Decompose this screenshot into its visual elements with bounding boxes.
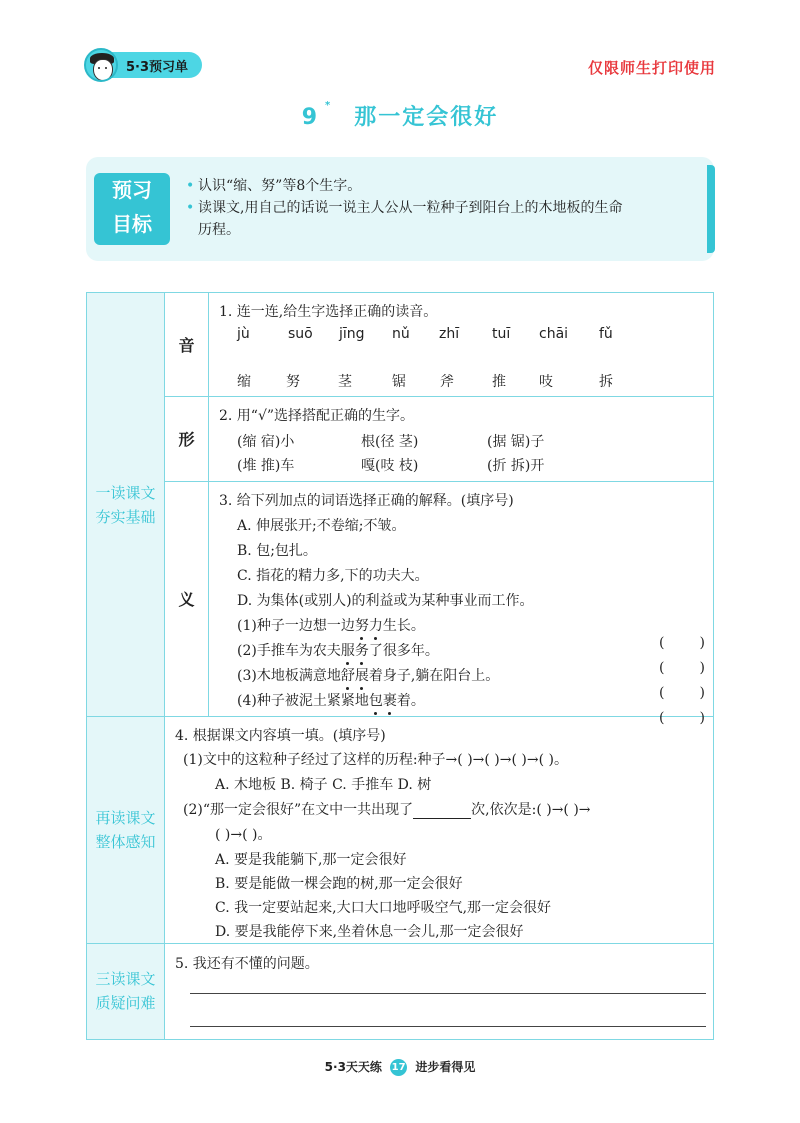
q1-pinyin[interactable]: zhī: [439, 326, 460, 342]
sub-label-form: 形: [165, 396, 209, 481]
q3-item: (4)种子被泥土紧紧地包裹着。 ( ): [237, 690, 713, 710]
exercise-table: [86, 292, 714, 1040]
q4-option: B. 要是能做一棵会跑的树,那一定会很好: [215, 876, 463, 892]
q2-option[interactable]: (折 拆)开: [487, 458, 545, 474]
q2-option[interactable]: (缩 宿)小: [237, 434, 295, 450]
q3-prompt: 3. 给下列加点的词语选择正确的解释。(填序号): [219, 493, 514, 509]
q4-part2-cont[interactable]: ( )→( )。: [215, 827, 272, 843]
q1-char[interactable]: 拆: [599, 374, 613, 390]
answer-blank[interactable]: ( ): [659, 685, 705, 701]
q3-option: C. 指花的精力多,下的功夫大。: [237, 568, 429, 584]
footer: [0, 1058, 800, 1076]
q1-char[interactable]: 锯: [392, 374, 406, 390]
q3-option: D. 为集体(或别人)的利益或为某种事业而工作。: [237, 593, 534, 609]
q4-prompt: 4. 根据课文内容填一填。(填序号): [175, 728, 386, 744]
answer-line[interactable]: [190, 1026, 706, 1027]
q2-option[interactable]: 根(径 茎): [361, 434, 419, 450]
q5-prompt: 5. 我还有不懂的问题。: [175, 956, 319, 972]
q1-pinyin[interactable]: nǔ: [392, 326, 410, 342]
section-label-second-reading: 再读课文 整体感知: [87, 716, 165, 943]
q1-prompt: 1. 连一连,给生字选择正确的读音。: [219, 304, 438, 320]
q2-option[interactable]: (据 锯)子: [487, 434, 545, 450]
q4-part2[interactable]: (2)“那一定会很好”在文中一共出现了 次,依次是:( )→( )→: [183, 802, 591, 818]
q1-char[interactable]: 推: [492, 374, 506, 390]
q3-item: (3)木地板满意地舒展着身子,躺在阳台上。 ( ): [237, 665, 713, 685]
dotted-word: 包裹: [369, 693, 397, 709]
section-label-third-reading: 三读课文 质疑问难: [87, 943, 165, 1039]
goals-label: 预习 目标: [94, 173, 170, 245]
answer-blank[interactable]: ( ): [659, 710, 705, 726]
divider: [165, 396, 713, 397]
q1-pinyin[interactable]: jīng: [339, 326, 365, 342]
q1-pinyin[interactable]: chāi: [539, 326, 569, 342]
answer-blank[interactable]: ( ): [659, 635, 705, 651]
footer-right: 进步看得见: [415, 1060, 476, 1074]
q1-char[interactable]: 努: [286, 374, 300, 390]
divider: [165, 481, 713, 482]
goals-list: [186, 175, 692, 241]
q1-pinyin[interactable]: fǔ: [599, 326, 613, 342]
answer-blank[interactable]: ( ): [659, 660, 705, 676]
q4-option: A. 要是我能躺下,那一定会很好: [215, 852, 407, 868]
page-title: [0, 100, 800, 131]
footer-left: 5·3天天练: [324, 1060, 382, 1074]
q1-char[interactable]: 缩: [237, 374, 251, 390]
goals-accent-strip: [707, 165, 715, 253]
mascot-avatar-icon: [84, 48, 118, 82]
q4-option: C. 我一定要站起来,大口大口地呼吸空气,那一定会很好: [215, 900, 552, 916]
q3-option: A. 伸展张开;不卷缩;不皱。: [237, 518, 406, 534]
q1-pinyin[interactable]: jù: [237, 326, 250, 342]
q1-pinyin[interactable]: tuī: [492, 326, 511, 342]
lesson-title: 那一定会很好: [354, 105, 499, 130]
preview-goals-box: [86, 157, 714, 261]
q1-pinyin[interactable]: suō: [288, 326, 313, 342]
sub-label-meaning: 义: [165, 481, 209, 716]
q1-char[interactable]: 茎: [338, 374, 352, 390]
goal-item: • 读课文,用自己的话说一说主人公从一粒种子到阳台上的木地板的生命: [186, 200, 623, 216]
divider: [87, 943, 713, 944]
q3-item: (1)种子一边想一边努力生长。 ( ): [237, 615, 713, 635]
dotted-word: 服务: [341, 643, 369, 659]
q4-option: D. 要是我能停下来,坐着休息一会儿,那一定会很好: [215, 924, 524, 940]
q3-option: B. 包;包扎。: [237, 543, 317, 559]
header-badge: [84, 48, 202, 82]
series-badge: 5·3预习单: [110, 52, 202, 78]
lesson-mark: *: [325, 100, 333, 111]
q4-part1[interactable]: (1)文中的这粒种子经过了这样的历程:种子→( )→( )→( )→( )。: [183, 752, 568, 768]
answer-line[interactable]: [190, 993, 706, 994]
q2-prompt: 2. 用“√”选择搭配正确的生字。: [219, 408, 415, 424]
print-notice: 仅限师生打印使用: [587, 59, 716, 77]
page-number: 17: [390, 1059, 407, 1076]
goal-item: 历程。: [198, 222, 240, 238]
dotted-word: 舒展: [341, 668, 369, 684]
sub-label-sound: 音: [165, 293, 209, 396]
divider: [87, 716, 713, 717]
q2-option[interactable]: 嘎(吱 枝): [361, 458, 419, 474]
q3-item: (2)手推车为农夫服务了很多年。 ( ): [237, 640, 713, 660]
count-blank[interactable]: [413, 804, 471, 819]
q2-option[interactable]: (堆 推)车: [237, 458, 295, 474]
goal-item: • 认识“缩、努”等8个生字。: [186, 178, 362, 194]
q1-char[interactable]: 吱: [539, 374, 553, 390]
q1-char[interactable]: 斧: [440, 374, 454, 390]
section-label-first-reading: 一读课文 夯实基础: [87, 293, 165, 716]
q4-part1-options: A. 木地板 B. 椅子 C. 手推车 D. 树: [215, 777, 432, 793]
dotted-word: 努力: [355, 618, 383, 634]
lesson-number: 9: [301, 105, 320, 130]
